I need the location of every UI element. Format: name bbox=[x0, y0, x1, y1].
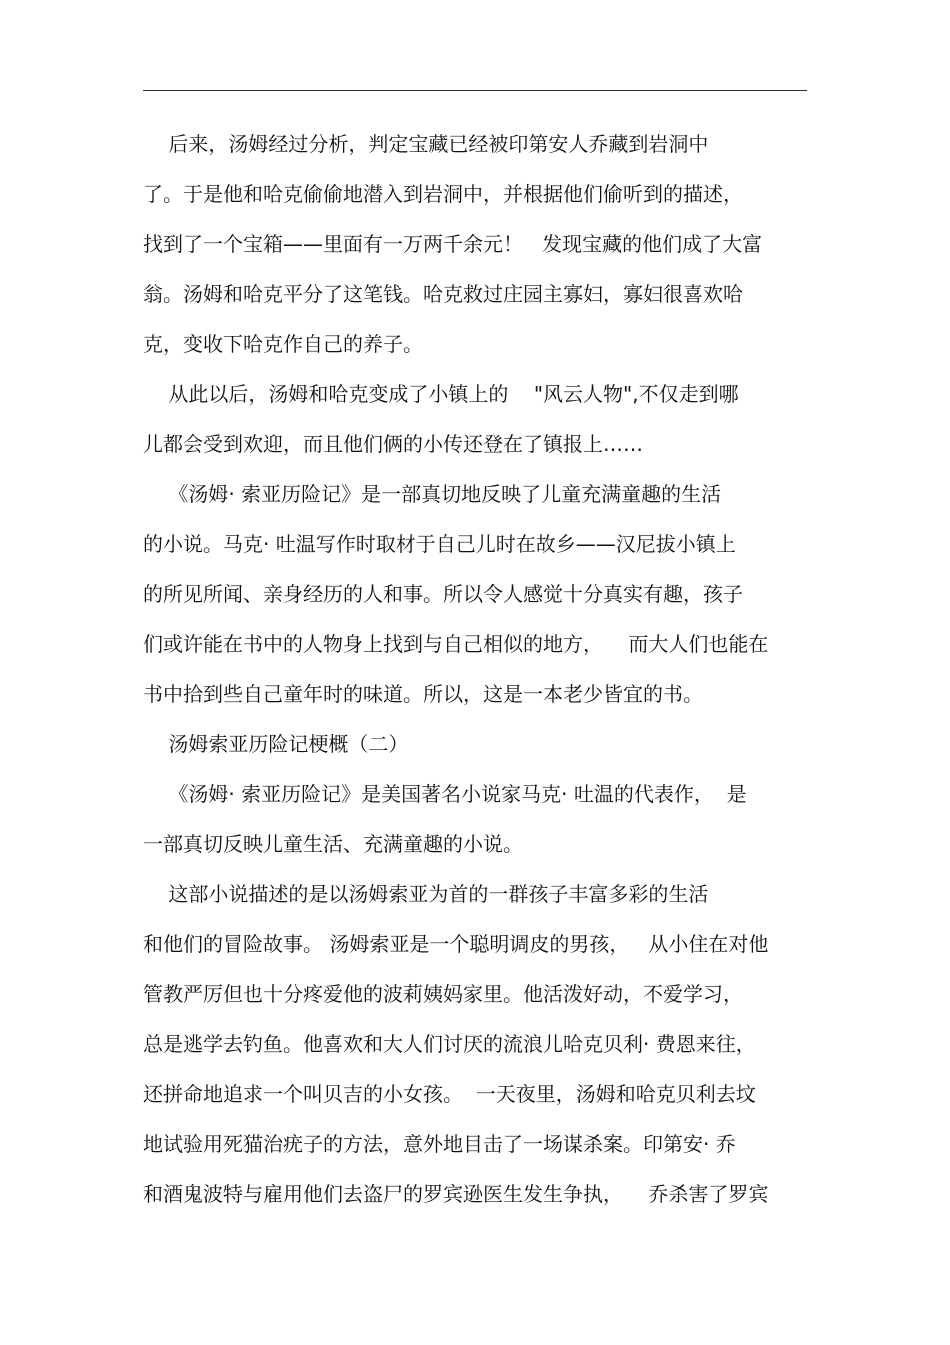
text-line: 总是逃学去钓鱼。他喜欢和大人们讨厌的流浪儿哈克贝利· 费恩来往， bbox=[143, 1032, 756, 1056]
text-line: 还拼命地追求一个叫贝吉的小女孩。 一天夜里，汤姆和哈克贝利去坟 bbox=[143, 1082, 756, 1106]
text-line: 地试验用死猫治疣子的方法，意外地目击了一场谋杀案。印第安· 乔 bbox=[143, 1132, 736, 1156]
text-line: 的所见所闻、亲身经历的人和事。所以令人感觉十分真实有趣，孩子 bbox=[143, 582, 743, 606]
text-line: 后来，汤姆经过分析，判定宝藏已经被印第安人乔藏到岩洞中 bbox=[143, 132, 709, 156]
text-line: 从此以后，汤姆和哈克变成了小镇上的 "风云人物",不仅走到哪 bbox=[143, 382, 739, 406]
text-line: 管教严厉但也十分疼爱他的波莉姨妈家里。他活泼好动，不爱学习， bbox=[143, 982, 743, 1006]
text-line: 们或许能在书中的人物身上找到与自己相似的地方， 而大人们也能在 bbox=[143, 632, 769, 656]
text-line: 儿都会受到欢迎，而且他们俩的小传还登在了镇报上…… bbox=[143, 432, 643, 456]
text-line: 《汤姆· 索亚历险记》是美国著名小说家马克· 吐温的代表作， 是 bbox=[143, 782, 747, 806]
text-line: 和酒鬼波特与雇用他们去盗尸的罗宾逊医生发生争执， 乔杀害了罗宾 bbox=[143, 1182, 769, 1206]
section-heading: 汤姆索亚历险记梗概（二） bbox=[143, 732, 409, 756]
text-line: 《汤姆· 索亚历险记》是一部真切地反映了儿童充满童趣的生活 bbox=[143, 482, 722, 506]
text-line: 这部小说描述的是以汤姆索亚为首的一群孩子丰富多彩的生活 bbox=[143, 882, 709, 906]
text-line: 一部真切反映儿童生活、充满童趣的小说。 bbox=[143, 832, 523, 856]
text-line: 的小说。马克· 吐温写作时取材于自己儿时在故乡——汉尼拔小镇上 bbox=[143, 532, 736, 556]
text-line: 书中拾到些自己童年时的味道。所以，这是一本老少皆宜的书。 bbox=[143, 682, 703, 706]
header-rule bbox=[143, 90, 807, 91]
text-line: 了。于是他和哈克偷偷地潜入到岩洞中，并根据他们偷听到的描述， bbox=[143, 182, 743, 206]
text-line: 找到了一个宝箱——里面有一万两千余元！ 发现宝藏的他们成了大富 bbox=[143, 232, 763, 256]
text-line: 和他们的冒险故事。 汤姆索亚是一个聪明调皮的男孩， 从小住在对他 bbox=[143, 932, 769, 956]
text-line: 翁。汤姆和哈克平分了这笔钱。哈克救过庄园主寡妇，寡妇很喜欢哈 bbox=[143, 282, 743, 306]
text-line: 克，变收下哈克作自己的养子。 bbox=[143, 332, 423, 356]
